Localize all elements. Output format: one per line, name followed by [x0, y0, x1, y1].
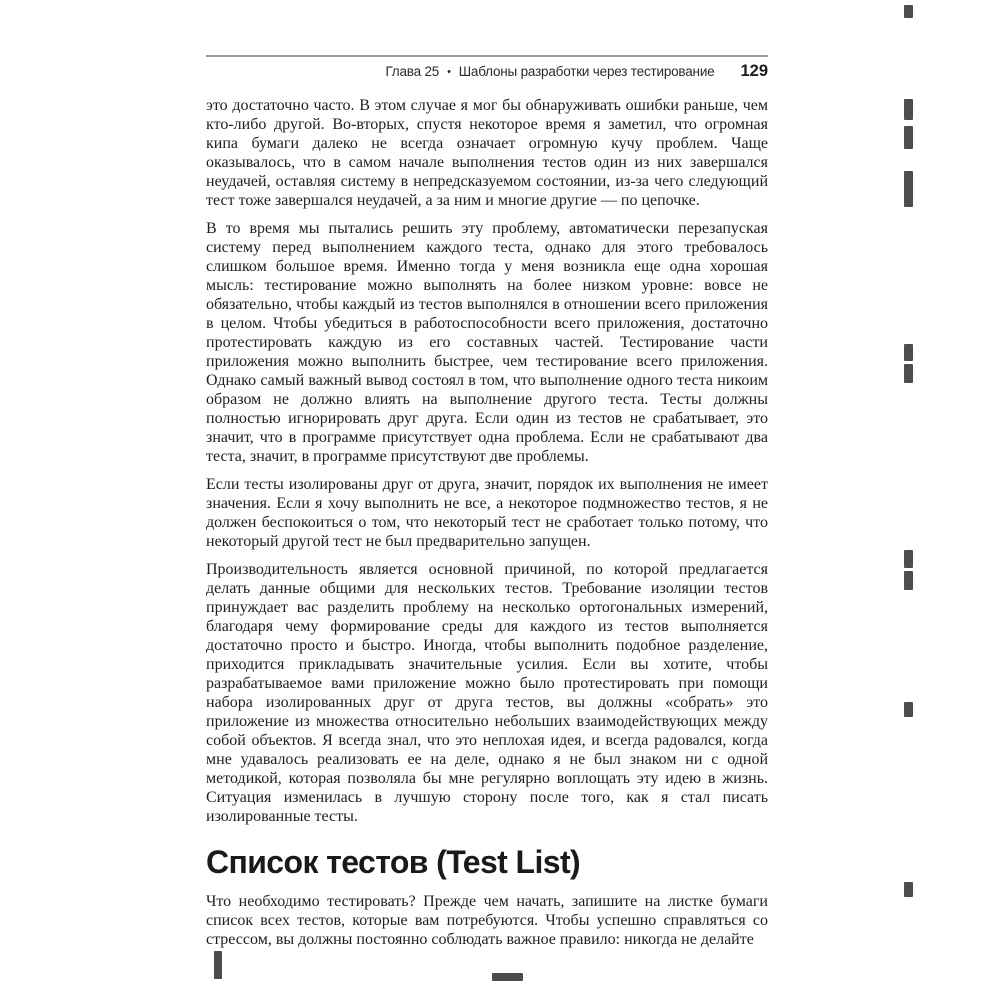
scan-artifact — [904, 550, 913, 568]
scan-artifact — [904, 364, 913, 383]
scan-artifact — [904, 171, 913, 207]
scan-artifact — [904, 882, 913, 897]
running-head — [206, 55, 768, 81]
scan-artifact — [904, 344, 913, 361]
scan-artifact — [214, 951, 222, 979]
scan-artifact — [904, 99, 913, 120]
paragraph: Производительность является основной причиной, по которой предлагается делать данные общими для нескольких тестов. Требование изоляции тестов принуждает вас разделить проблему на несколько ортогональных измерений, благодаря чему формирование среды для каждого из тестов выполняется достаточно просто и быстро. Иногда, чтобы выполнить подобное разделение, приходится прикладывать значительные усилия. Если вы хотите, чтобы разрабатываемое вами приложение можно было протестировать при помощи набора изолированных друг от друга тестов, вы должны «собрать» это приложение из множества относительно небольших взаимодействующих между собой объектов. Я всегда знал, что это неплохая идея, и всегда радовался, когда мне удавалось реализовать ее на деле, однако я не был знаком ни с одной методикой, которая позволяла бы мне регулярно воплощать эту идею в жизнь. Ситуация изменилась в лучшую сторону после того, как я стал писать изолированные тесты. — [206, 561, 768, 825]
bullet-separator-icon: • — [447, 66, 451, 78]
paragraph: Что необходимо тестировать? Прежде чем начать, запишите на листке бумаги список всех тестов, которые вам потребуются. Чтобы успешно справляться со стрессом, вы должны постоянно соблюдать важное правило: никогда не делайте — [206, 893, 768, 948]
page-number: 129 — [740, 62, 768, 80]
paragraph: это достаточно часто. В этом случае я мог бы обнаруживать ошибки раньше, чем кто-либо другой. Во-вторых, спустя некоторое время я заметил, что огромная кипа бумаги далеко не всегда означает огромную кучу проблем. Чаще оказывалось, что в самом начале выполнения тестов один из них завершался неудачей, оставляя систему в непредсказуемом состоянии, из-за чего следующий тест тоже завершался неудачей, а за ним и многие другие — по цепочке. — [206, 97, 768, 209]
running-head-title: Шаблоны разработки через тестирование — [458, 64, 715, 79]
scan-artifact — [904, 126, 913, 149]
section-heading: Список тестов (Test List) — [206, 844, 581, 880]
scan-artifact — [904, 5, 913, 18]
scan-artifact — [492, 973, 523, 981]
chapter-label: Глава 25 — [385, 64, 440, 79]
text-column — [206, 96, 768, 958]
scan-artifact — [904, 702, 913, 717]
paragraph: В то время мы пытались решить эту проблему, автоматически перезапуская систему перед выполнением каждого теста, однако для этого требовалось слишком большое время. Именно тогда у меня возникла еще одна хорошая мысль: тестирование можно выполнять на более низком уровне: вовсе не обязательно, чтобы каждый из тестов выполнялся в отношении всего приложения в целом. Чтобы убедиться в работоспособности всего приложения, достаточно протестировать каждую из его составных частей. Тестирование части приложения можно выполнить быстрее, чем тестирование всего приложения. Однако самый важный вывод состоял в том, что выполнение одного теста никоим образом не должно влиять на выполнение другого теста. Тесты должны полностью игнорировать друг друга. Если один из тестов не срабатывает, это значит, что в программе присутствует одна проблема. Если не срабатывают два теста, значит, в программе присутствуют две проблемы. — [206, 220, 768, 465]
paragraph: Если тесты изолированы друг от друга, значит, порядок их выполнения не имеет значения. Если я хочу выполнить не все, а некоторое подмножество тестов, я не должен беспокоиться о том, что некоторый тест не сработает только потому, что некоторый другой тест не был предварительно запущен. — [206, 476, 768, 550]
scan-artifact — [904, 571, 913, 590]
